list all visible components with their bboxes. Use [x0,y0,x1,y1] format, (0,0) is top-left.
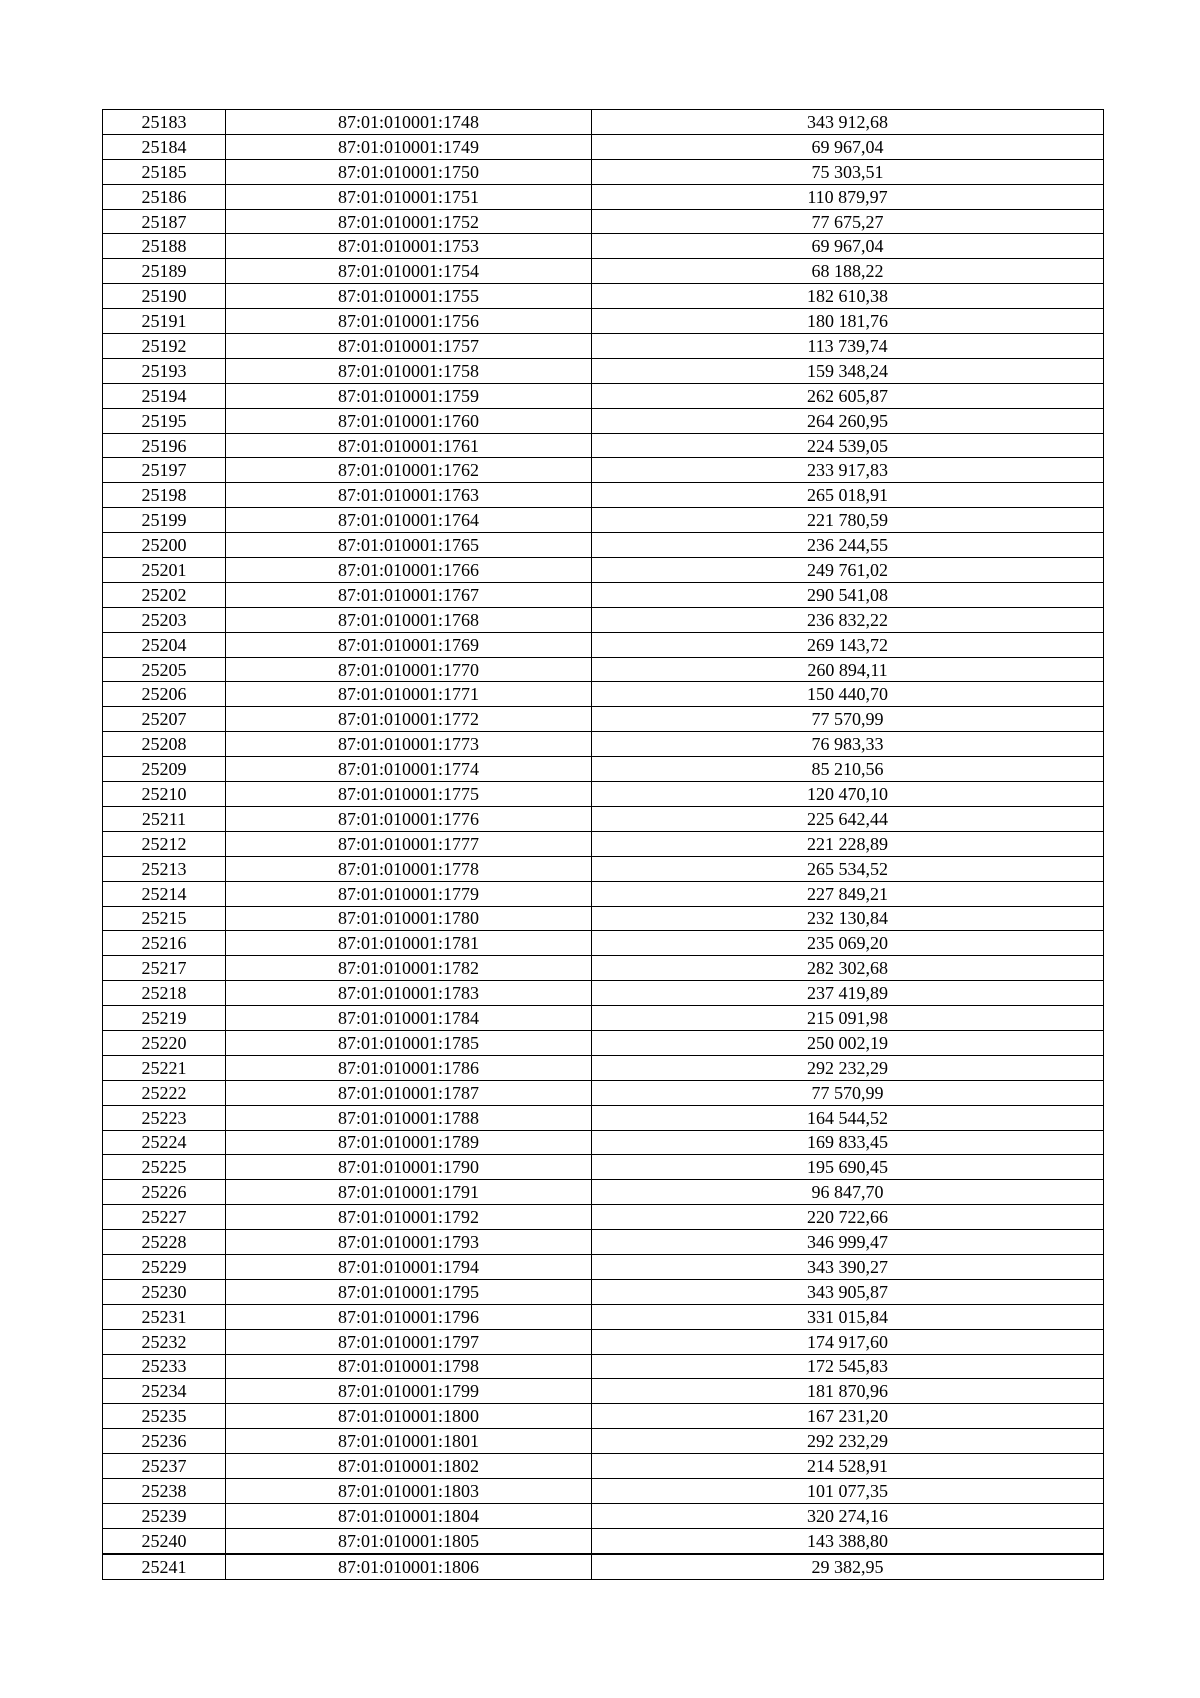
row-number-cell: 25218 [103,981,226,1006]
cadastral-number-cell: 87:01:010001:1760 [226,408,592,433]
cadastral-number-cell: 87:01:010001:1751 [226,184,592,209]
table-row [103,757,1104,782]
cadastral-value-cell: 265 018,91 [592,483,1104,508]
row-number-cell: 25235 [103,1404,226,1429]
cadastral-number-cell: 87:01:010001:1795 [226,1279,592,1304]
row-number-cell: 25232 [103,1329,226,1354]
table-row [103,1055,1104,1080]
cadastral-number-cell: 87:01:010001:1765 [226,533,592,558]
cadastral-value-cell: 182 610,38 [592,284,1104,309]
cadastral-number-cell: 87:01:010001:1770 [226,657,592,682]
table-row [103,358,1104,383]
table-row [103,782,1104,807]
cadastral-value-cell: 77 570,99 [592,707,1104,732]
cadastral-number-cell: 87:01:010001:1803 [226,1478,592,1503]
row-number-cell: 25229 [103,1254,226,1279]
table-row [103,856,1104,881]
row-number-cell: 25211 [103,806,226,831]
cadastral-value-cell: 249 761,02 [592,558,1104,583]
cadastral-number-cell: 87:01:010001:1800 [226,1404,592,1429]
row-number-cell: 25191 [103,309,226,334]
row-number-cell: 25223 [103,1105,226,1130]
table-row [103,657,1104,682]
row-number-cell: 25196 [103,433,226,458]
cadastral-value-table [102,109,1104,1580]
cadastral-number-cell: 87:01:010001:1766 [226,558,592,583]
row-number-cell: 25227 [103,1205,226,1230]
cadastral-number-cell: 87:01:010001:1762 [226,458,592,483]
cadastral-value-cell: 343 390,27 [592,1254,1104,1279]
table-row [103,1329,1104,1354]
cadastral-value-cell: 181 870,96 [592,1379,1104,1404]
row-number-cell: 25208 [103,732,226,757]
table-row [103,1230,1104,1255]
row-number-cell: 25198 [103,483,226,508]
table-row [103,1404,1104,1429]
cadastral-number-cell: 87:01:010001:1801 [226,1429,592,1454]
row-number-cell: 25234 [103,1379,226,1404]
cadastral-value-cell: 113 739,74 [592,334,1104,359]
table-row [103,159,1104,184]
cadastral-number-cell: 87:01:010001:1796 [226,1304,592,1329]
row-number-cell: 25203 [103,607,226,632]
row-number-cell: 25220 [103,1030,226,1055]
table-row [103,383,1104,408]
row-number-cell: 25206 [103,682,226,707]
table-row [103,682,1104,707]
table-row [103,1254,1104,1279]
cadastral-number-cell: 87:01:010001:1779 [226,881,592,906]
cadastral-value-cell: 269 143,72 [592,632,1104,657]
cadastral-value-cell: 290 541,08 [592,582,1104,607]
row-number-cell: 25233 [103,1354,226,1379]
cadastral-number-cell: 87:01:010001:1799 [226,1379,592,1404]
row-number-cell: 25212 [103,831,226,856]
cadastral-number-cell: 87:01:010001:1790 [226,1155,592,1180]
cadastral-number-cell: 87:01:010001:1804 [226,1503,592,1528]
row-number-cell: 25200 [103,533,226,558]
table-row [103,1354,1104,1379]
table-row [103,1429,1104,1454]
table-row [103,831,1104,856]
cadastral-number-cell: 87:01:010001:1749 [226,134,592,159]
cadastral-value-cell: 75 303,51 [592,159,1104,184]
table-row [103,582,1104,607]
cadastral-value-cell: 250 002,19 [592,1030,1104,1055]
cadastral-number-cell: 87:01:010001:1806 [226,1554,592,1579]
row-number-cell: 25214 [103,881,226,906]
cadastral-value-cell: 159 348,24 [592,358,1104,383]
cadastral-value-cell: 320 274,16 [592,1503,1104,1528]
cadastral-value-cell: 169 833,45 [592,1130,1104,1155]
row-number-cell: 25193 [103,358,226,383]
cadastral-number-cell: 87:01:010001:1791 [226,1180,592,1205]
row-number-cell: 25217 [103,956,226,981]
cadastral-value-cell: 110 879,97 [592,184,1104,209]
cadastral-number-cell: 87:01:010001:1793 [226,1230,592,1255]
row-number-cell: 25224 [103,1130,226,1155]
cadastral-value-cell: 69 967,04 [592,134,1104,159]
cadastral-value-cell: 343 905,87 [592,1279,1104,1304]
cadastral-number-cell: 87:01:010001:1754 [226,259,592,284]
table-row [103,632,1104,657]
cadastral-number-cell: 87:01:010001:1771 [226,682,592,707]
cadastral-value-cell: 262 605,87 [592,383,1104,408]
row-number-cell: 25221 [103,1055,226,1080]
cadastral-value-cell: 292 232,29 [592,1429,1104,1454]
cadastral-value-cell: 232 130,84 [592,906,1104,931]
table-row [103,1528,1104,1553]
table-row [103,981,1104,1006]
cadastral-number-cell: 87:01:010001:1781 [226,931,592,956]
row-number-cell: 25226 [103,1180,226,1205]
cadastral-value-cell: 101 077,35 [592,1478,1104,1503]
cadastral-number-cell: 87:01:010001:1764 [226,508,592,533]
table-row [103,1155,1104,1180]
cadastral-number-cell: 87:01:010001:1789 [226,1130,592,1155]
cadastral-number-cell: 87:01:010001:1768 [226,607,592,632]
cadastral-number-cell: 87:01:010001:1777 [226,831,592,856]
row-number-cell: 25222 [103,1080,226,1105]
cadastral-value-cell: 214 528,91 [592,1454,1104,1479]
table-row [103,1030,1104,1055]
cadastral-number-cell: 87:01:010001:1759 [226,383,592,408]
table-row [103,956,1104,981]
cadastral-value-cell: 77 570,99 [592,1080,1104,1105]
cadastral-number-cell: 87:01:010001:1755 [226,284,592,309]
row-number-cell: 25192 [103,334,226,359]
row-number-cell: 25238 [103,1478,226,1503]
cadastral-value-cell: 236 832,22 [592,607,1104,632]
table-row [103,607,1104,632]
row-number-cell: 25239 [103,1503,226,1528]
row-number-cell: 25231 [103,1304,226,1329]
table-row [103,458,1104,483]
row-number-cell: 25213 [103,856,226,881]
cadastral-value-cell: 343 912,68 [592,110,1104,135]
table-row [103,1180,1104,1205]
cadastral-value-cell: 221 228,89 [592,831,1104,856]
cadastral-number-cell: 87:01:010001:1778 [226,856,592,881]
cadastral-number-cell: 87:01:010001:1788 [226,1105,592,1130]
cadastral-value-cell: 167 231,20 [592,1404,1104,1429]
cadastral-number-cell: 87:01:010001:1767 [226,582,592,607]
table-row [103,134,1104,159]
cadastral-number-cell: 87:01:010001:1787 [226,1080,592,1105]
row-number-cell: 25185 [103,159,226,184]
table-row [103,881,1104,906]
cadastral-number-cell: 87:01:010001:1763 [226,483,592,508]
cadastral-value-cell: 174 917,60 [592,1329,1104,1354]
cadastral-value-cell: 282 302,68 [592,956,1104,981]
cadastral-value-cell: 180 181,76 [592,309,1104,334]
cadastral-number-cell: 87:01:010001:1786 [226,1055,592,1080]
table-body [103,110,1104,1580]
cadastral-number-cell: 87:01:010001:1752 [226,209,592,234]
row-number-cell: 25201 [103,558,226,583]
row-number-cell: 25184 [103,134,226,159]
table-row [103,1130,1104,1155]
cadastral-value-cell: 77 675,27 [592,209,1104,234]
row-number-cell: 25190 [103,284,226,309]
cadastral-number-cell: 87:01:010001:1773 [226,732,592,757]
row-number-cell: 25188 [103,234,226,259]
table-row [103,1554,1104,1579]
row-number-cell: 25225 [103,1155,226,1180]
row-number-cell: 25205 [103,657,226,682]
table-row [103,1478,1104,1503]
cadastral-value-cell: 68 188,22 [592,259,1104,284]
cadastral-number-cell: 87:01:010001:1798 [226,1354,592,1379]
cadastral-value-cell: 235 069,20 [592,931,1104,956]
cadastral-number-cell: 87:01:010001:1753 [226,234,592,259]
table-row [103,931,1104,956]
cadastral-number-cell: 87:01:010001:1805 [226,1528,592,1553]
table-row [103,1205,1104,1230]
cadastral-value-cell: 265 534,52 [592,856,1104,881]
cadastral-value-cell: 215 091,98 [592,1006,1104,1031]
cadastral-value-cell: 164 544,52 [592,1105,1104,1130]
cadastral-value-cell: 236 244,55 [592,533,1104,558]
row-number-cell: 25237 [103,1454,226,1479]
cadastral-number-cell: 87:01:010001:1780 [226,906,592,931]
cadastral-value-cell: 172 545,83 [592,1354,1104,1379]
cadastral-value-cell: 221 780,59 [592,508,1104,533]
row-number-cell: 25210 [103,782,226,807]
cadastral-value-cell: 195 690,45 [592,1155,1104,1180]
row-number-cell: 25207 [103,707,226,732]
table-row [103,433,1104,458]
table-row [103,259,1104,284]
cadastral-value-cell: 225 642,44 [592,806,1104,831]
table-row [103,1454,1104,1479]
table-row [103,558,1104,583]
row-number-cell: 25219 [103,1006,226,1031]
cadastral-value-cell: 69 967,04 [592,234,1104,259]
row-number-cell: 25216 [103,931,226,956]
table-row [103,234,1104,259]
cadastral-number-cell: 87:01:010001:1797 [226,1329,592,1354]
table-row [103,209,1104,234]
table-row [103,184,1104,209]
row-number-cell: 25195 [103,408,226,433]
cadastral-number-cell: 87:01:010001:1772 [226,707,592,732]
table-row [103,533,1104,558]
cadastral-value-cell: 233 917,83 [592,458,1104,483]
row-number-cell: 25204 [103,632,226,657]
cadastral-value-cell: 143 388,80 [592,1528,1104,1553]
table-row [103,408,1104,433]
cadastral-number-cell: 87:01:010001:1758 [226,358,592,383]
row-number-cell: 25230 [103,1279,226,1304]
cadastral-number-cell: 87:01:010001:1774 [226,757,592,782]
cadastral-number-cell: 87:01:010001:1750 [226,159,592,184]
table-row [103,732,1104,757]
row-number-cell: 25194 [103,383,226,408]
cadastral-number-cell: 87:01:010001:1748 [226,110,592,135]
row-number-cell: 25215 [103,906,226,931]
cadastral-number-cell: 87:01:010001:1794 [226,1254,592,1279]
cadastral-number-cell: 87:01:010001:1757 [226,334,592,359]
cadastral-number-cell: 87:01:010001:1784 [226,1006,592,1031]
cadastral-number-cell: 87:01:010001:1776 [226,806,592,831]
cadastral-value-cell: 292 232,29 [592,1055,1104,1080]
cadastral-value-cell: 346 999,47 [592,1230,1104,1255]
cadastral-value-cell: 29 382,95 [592,1554,1104,1579]
table-row [103,1379,1104,1404]
cadastral-value-cell: 76 983,33 [592,732,1104,757]
cadastral-number-cell: 87:01:010001:1775 [226,782,592,807]
cadastral-number-cell: 87:01:010001:1802 [226,1454,592,1479]
cadastral-number-cell: 87:01:010001:1769 [226,632,592,657]
table-row [103,1080,1104,1105]
table-row [103,806,1104,831]
table-row [103,1304,1104,1329]
cadastral-value-cell: 331 015,84 [592,1304,1104,1329]
table-row [103,483,1104,508]
table-row [103,1279,1104,1304]
table-row [103,508,1104,533]
row-number-cell: 25202 [103,582,226,607]
table-row [103,334,1104,359]
table-row [103,906,1104,931]
cadastral-number-cell: 87:01:010001:1785 [226,1030,592,1055]
row-number-cell: 25240 [103,1528,226,1553]
cadastral-value-cell: 227 849,21 [592,881,1104,906]
table-row [103,1006,1104,1031]
cadastral-value-cell: 120 470,10 [592,782,1104,807]
table-row [103,284,1104,309]
row-number-cell: 25183 [103,110,226,135]
row-number-cell: 25186 [103,184,226,209]
cadastral-number-cell: 87:01:010001:1782 [226,956,592,981]
cadastral-number-cell: 87:01:010001:1792 [226,1205,592,1230]
row-number-cell: 25189 [103,259,226,284]
cadastral-value-cell: 220 722,66 [592,1205,1104,1230]
row-number-cell: 25197 [103,458,226,483]
table-row [103,309,1104,334]
row-number-cell: 25199 [103,508,226,533]
cadastral-value-cell: 237 419,89 [592,981,1104,1006]
cadastral-value-cell: 264 260,95 [592,408,1104,433]
table-row [103,1503,1104,1528]
row-number-cell: 25209 [103,757,226,782]
cadastral-value-cell: 85 210,56 [592,757,1104,782]
cadastral-number-cell: 87:01:010001:1761 [226,433,592,458]
cadastral-value-cell: 150 440,70 [592,682,1104,707]
cadastral-value-cell: 96 847,70 [592,1180,1104,1205]
cadastral-value-cell: 260 894,11 [592,657,1104,682]
row-number-cell: 25241 [103,1554,226,1579]
row-number-cell: 25236 [103,1429,226,1454]
cadastral-value-cell: 224 539,05 [592,433,1104,458]
cadastral-number-cell: 87:01:010001:1783 [226,981,592,1006]
table-row [103,707,1104,732]
row-number-cell: 25228 [103,1230,226,1255]
table-row [103,1105,1104,1130]
row-number-cell: 25187 [103,209,226,234]
cadastral-number-cell: 87:01:010001:1756 [226,309,592,334]
table-row [103,110,1104,135]
